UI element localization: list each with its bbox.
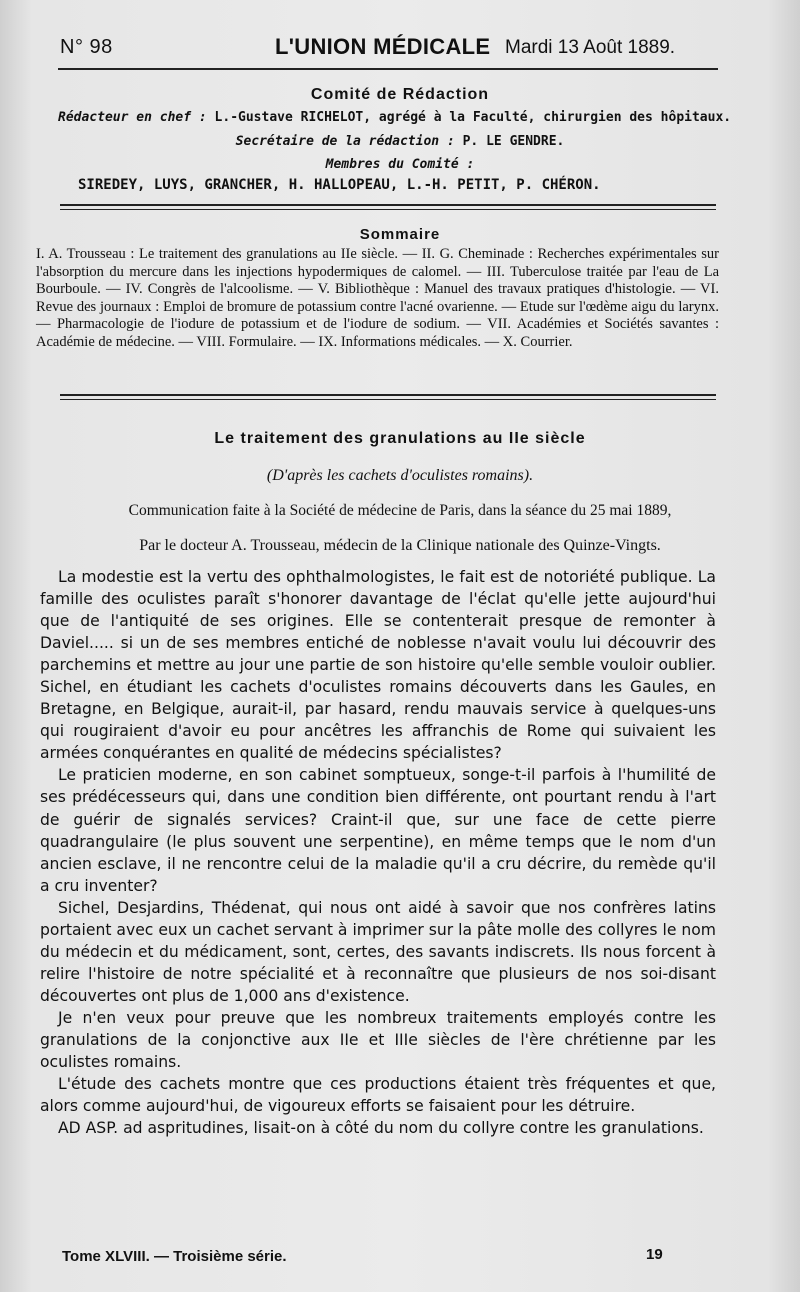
committee-rule-top <box>60 204 716 206</box>
article-paragraph: Sichel, Desjardins, Thédenat, qui nous ont aidé à savoir que nos confrères latins portaient avec eux un cachet servant à imprimer sur la pâte molle des collyres le nom du médecin et du médicament, sont, certes, des savants indiscrets. Ils nous forcent à relire l'histoire de notre spécialité et à reconnaître que plusieurs de nos soi-disant découvertes ont plus de 1,000 ans d'existence. <box>40 898 716 1005</box>
committee-title: Comité de Rédaction <box>310 86 490 103</box>
secretaire-label: Secrétaire de la rédaction : <box>235 134 455 149</box>
issue-number: N° 98 <box>60 36 113 58</box>
sommaire-title: Sommaire <box>359 226 441 243</box>
redacteur-label: Rédacteur en chef : <box>58 110 207 125</box>
communication-note: Communication faite à la Société de médecine de Paris, dans la séance du 25 mai 1889, <box>128 502 672 519</box>
article-paragraph: Le praticien moderne, en son cabinet somptueux, songe-t-il parfois à l'humilité de ses prédécesseurs qui, dans une condition bien différente, ont pourtant rendu à l'art de guérir de signalés services? Craint-il que, sur une face de cette pierre quadrangulaire (le plus souvent une serpentine), en même temps que le nom d'un ancien esclave, il ne rencontre celui de la maladie qu'il a cru décrire, du remède qu'il a cru inventer? <box>40 766 716 895</box>
sommaire-text: I. A. Trousseau : Le traitement des granulations au IIe siècle. — II. G. Cheminade : Recherches expérimentales sur l'absorption du mercure dans les injections hypodermiques de calomel. — III. Tuberculose traitée par l'eau de La Bourboule. — IV. Congrès de l'alcoolisme. — V. Bibliothèque : Manuel des travaux pratiques d'histologie. — VI. Revue des journaux : Emploi de bromure de potassium contre l'acné ovarienne. — Etude sur l'œdème aigu du larynx. — Pharmacologie de l'iodure de potassium et de l'iodure de sodium. — VII. Académies et Sociétés savantes : Académie de médecine. — VIII. Formulaire. — IX. Informations médicales. — X. Courrier. <box>36 246 719 350</box>
sommaire-rule-bottom <box>60 399 716 400</box>
article-title: Le traitement des granulations au IIe siècle <box>214 430 586 447</box>
sommaire-rule-top <box>60 394 716 396</box>
article-paragraph: Je n'en veux pour preuve que les nombreux traitements employés contre les granulations de la conjonctive aux IIe et IIIe siècles de l'ère chrétienne par les oculistes romains. <box>40 1008 716 1072</box>
journal-title: L'UNION MÉDICALE <box>275 34 491 59</box>
article-paragraph: La modestie est la vertu des ophthalmologistes, le fait est de notoriété publique. La famille des oculistes paraît s'honorer davantage de l'éclat qu'elle jette aujourd'hui que de l'antiquité de ses origines. Elle se contenterait presque de remonter à Daviel..... si un de ses membres entiché de noblesse n'avait voulu lui découvrir des parchemins et mettre au jour une partie de son histoire qu'elle semble vouloir oublier. Sichel, en étudiant les cachets d'oculistes romains découverts dans les Gaules, en Bretagne, en Belgique, aurait-il, par hasard, rendu mauvais service à quelques-uns qui rougiraient d'avoir eu pour ancêtres les affranchis de Rome qui suivaient les armées conquérantes en qualité de médecins spécialistes? <box>40 568 716 763</box>
redacteur-line <box>58 110 731 125</box>
issue-date: Mardi 13 Août 1889. <box>505 37 676 58</box>
article-subtitle: (D'après les cachets d'oculistes romains). <box>266 467 534 484</box>
volume-series: Tome XLVIII. — Troisième série. <box>62 1248 287 1265</box>
article-paragraph: AD ASP. ad aspritudines, lisait-on à côté du nom du collyre contre les granulations. <box>58 1119 704 1138</box>
page-number: 19 <box>646 1246 663 1263</box>
header-rule <box>58 68 718 70</box>
article-body <box>40 566 716 1139</box>
redacteur-value: L.-Gustave RICHELOT, agrégé à la Faculté, chirurgien des hôpitaux. <box>214 110 732 125</box>
membres-list: SIREDEY, LUYS, GRANCHER, H. HALLOPEAU, L.-H. PETIT, P. CHÉRON. <box>78 177 601 193</box>
committee-rule-bottom <box>60 209 716 210</box>
membres-label: Membres du Comité : <box>325 157 475 172</box>
article-author: Par le docteur A. Trousseau, médecin de la Clinique nationale des Quinze-Vingts. <box>139 537 661 554</box>
article-paragraph: L'étude des cachets montre que ces productions étaient très fréquentes et que, alors comme aujourd'hui, de vigoureux efforts se faisaient pour les détruire. <box>40 1075 716 1116</box>
secretaire-line <box>0 134 800 149</box>
secretaire-value: P. LE GENDRE. <box>462 134 565 149</box>
